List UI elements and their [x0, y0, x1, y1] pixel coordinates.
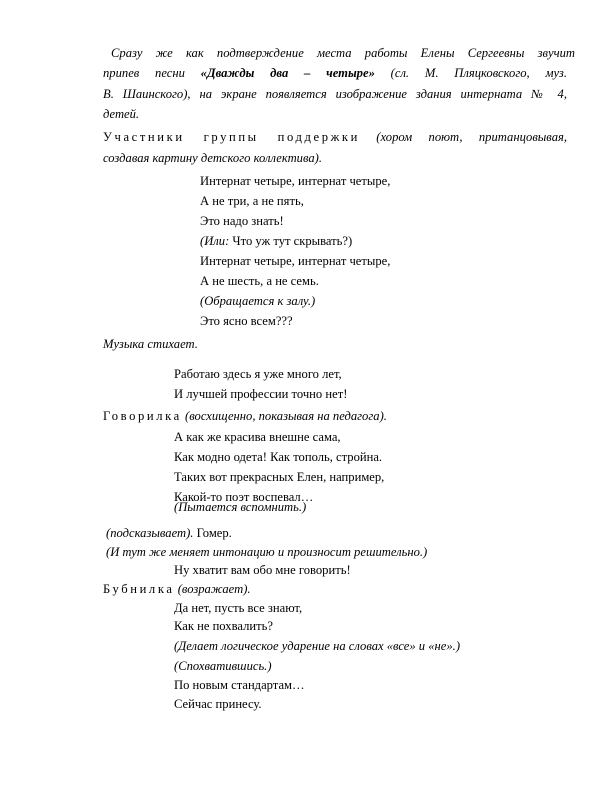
intro-line-2-post: (сл. М. Пляцковского, муз.: [374, 66, 567, 80]
song-alt-label: (Или:: [200, 234, 230, 248]
govorilka-line-1: А как же красива внешне сама,: [174, 430, 341, 444]
intro-line-4: детей.: [103, 107, 140, 121]
song-line-1: Интернат четыре, интернат четыре,: [200, 174, 391, 188]
bubnilka-line-1: Да нет, пусть все знают,: [174, 601, 303, 615]
support-remark-1: (хором поют, пританцовывая,: [359, 130, 567, 144]
song-line-6: А не шесть, а не семь.: [200, 274, 319, 288]
bubnilka-remark: (возражает).: [174, 582, 251, 596]
song-line-3: Это надо знать!: [200, 214, 284, 228]
bubnilka-line-2: Как не похвалить?: [174, 619, 273, 633]
work-line-1: Работаю здесь я уже много лет,: [174, 367, 342, 381]
intro-line-2-pre: припев песни: [103, 66, 201, 80]
govorilka-line-4: Какой-то поэт воспевал…: [174, 490, 314, 504]
prompt-note: (И тут же меняет интонацию и произносит решительно.): [106, 545, 428, 559]
support-remark-2: создавая картину детского коллектива).: [103, 151, 322, 165]
intro-line-3: В. Шаинского), на экране появляется изображение здания интерната № 4,: [103, 87, 567, 101]
song-line-8: Это ясно всем???: [200, 314, 293, 328]
govorilka-line-2: Как модно одета! Как тополь, стройна.: [174, 450, 383, 464]
govorilka-direction: (Пытается вспомнить.): [174, 500, 307, 514]
support-speaker: Участники группы поддержки: [103, 130, 360, 144]
song-alt-text: Что уж тут скрывать?): [229, 234, 353, 248]
prompt-text: Гомер.: [193, 526, 232, 540]
support-line-1: [103, 131, 567, 144]
bubnilka-line-6: Сейчас принесу.: [174, 697, 262, 711]
govorilka-heading: [103, 410, 387, 423]
govorilka-speaker: Говорилка: [103, 409, 182, 423]
bubnilka-direction-2: (Спохватившись.): [174, 659, 272, 673]
song-line-2: А не три, а не пять,: [200, 194, 304, 208]
govorilka-remark: (восхищенно, показывая на педагога).: [181, 409, 387, 423]
song-line-4: [200, 235, 352, 248]
bubnilka-line-5: По новым стандартам…: [174, 678, 305, 692]
song-title: «Дважды два – четыре»: [200, 66, 375, 80]
intro-line-1: Сразу же как подтверждение места работы Елены Сергеевны звучит: [111, 46, 575, 60]
bubnilka-direction-1: (Делает логическое ударение на словах «все» и «не».): [174, 639, 461, 653]
prompt-line: [106, 527, 232, 540]
music-stops: Музыка стихает.: [103, 337, 198, 351]
intro-line-2: [103, 67, 567, 80]
govorilka-line-3: Таких вот прекрасных Елен, например,: [174, 470, 385, 484]
bubnilka-speaker: Бубнилка: [103, 582, 175, 596]
work-line-2: И лучшей профессии точно нет!: [174, 387, 348, 401]
song-direction: (Обращается к залу.): [200, 294, 316, 308]
prompt-reply: Ну хватит вам обо мне говорить!: [174, 563, 351, 577]
bubnilka-heading: [103, 583, 251, 596]
prompt-remark: (подсказывает).: [106, 526, 194, 540]
song-line-5: Интернат четыре, интернат четыре,: [200, 254, 391, 268]
